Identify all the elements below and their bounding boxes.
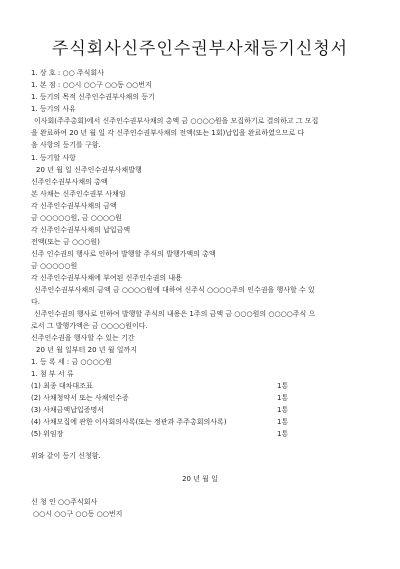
issue-date-line: 20 년 월 일 신주인수권부사채발행 — [36, 166, 142, 174]
attachment-count: 1통 — [277, 418, 289, 426]
attachment-count: 1통 — [277, 406, 289, 414]
company-name-line: 1. 상 호 : ○○ 주식회사 — [31, 69, 104, 77]
applicant-line: 신 청 인 ○○주식회사 — [31, 498, 98, 506]
right-exercise-line-2: 로서 그 발행가액은 금 ○○○○원이다. — [31, 322, 148, 330]
matters-heading: 1. 등기할 사항 — [31, 154, 76, 162]
reason-line-1: 이사회(주주총회)에서 신주인수권부사채의 총액 금 ○○○○원을 모집하기로 결의하고 그 모집 — [34, 117, 319, 125]
right-exercise-line-1: 신주인수권의 행사로 인하여 발행할 주식의 내용은 1주의 금액 금 ○○○원의 ○○○○주식 으 — [34, 310, 316, 318]
reason-heading: 1. 등기의 사유 — [31, 105, 76, 113]
right-content-line-1: 신주인수권부사채의 금액 금 ○○○○원에 대하여 신주식 ○○○○주의 인수권을 행사할 수 있 — [34, 286, 315, 294]
total-label: 신주인수권부사채의 총액 — [31, 178, 108, 186]
right-content-line-2: 다. — [31, 298, 40, 306]
payment-label: 각 신주인수권부사채의 납입금액 — [31, 226, 131, 234]
closing-statement: 위와 같이 등기 신청함. — [31, 452, 101, 460]
issue-total-value: 금 ○○○○○원 — [31, 262, 78, 270]
payment-value: 전액(또는 금 ○○○원) — [31, 238, 100, 246]
attachment-item: (1) 최종 대차대조표 — [31, 382, 93, 390]
attachment-item: (3) 사채금액납입증명서 — [31, 406, 104, 414]
issue-total-label: 신주 인수권의 행사로 인하여 발행할 주식의 발행가액의 총액 — [31, 250, 216, 258]
amount-each-label: 각 신주인수권부사채의 금액 — [31, 202, 117, 210]
reason-line-2: 을 완료하여 20 년 월 일 각 신주인수권부사채의 전액(또는 1회)납입을 완료하였으므로 다 — [31, 129, 305, 137]
amount-each-value: 금 ○○○○○원, 금 ○○○○원 — [31, 214, 122, 222]
attachment-count: 1통 — [277, 430, 289, 438]
type-line: 본 사채는 신주인수권부 사채임 — [31, 190, 126, 198]
period-value: 20 년 월 일부터 20 년 월 일까지 — [36, 346, 138, 354]
applicant-address: ○○시 ○○구 ○○동 ○○번지 — [33, 510, 123, 518]
application-date: 20 년 월 일 — [182, 475, 218, 483]
purpose-line: 1. 등기의 목적 신주인수권부사채의 등기 — [31, 93, 155, 101]
attachment-item: (5) 위임장 — [31, 430, 64, 438]
attachments-heading: 1. 첨 부 서 류 — [31, 370, 74, 378]
reason-line-3: 음 사항의 등기를 구함. — [31, 141, 101, 149]
attachment-item: (4) 사채모집에 관한 이사회의사록(또는 정관과 주주총회의사록) — [31, 418, 227, 426]
attachment-count: 1통 — [277, 394, 289, 402]
head-office-line: 1. 본 점 : ○○시 ○○구 ○○동 ○○번지 — [31, 81, 152, 89]
attachment-item: (2) 사채청약서 또는 사채인수증 — [31, 394, 129, 402]
right-content-label: 각 신주인수권부사채에 부여된 신주인수권의 내용 — [31, 274, 182, 282]
attachment-count: 1통 — [277, 382, 289, 390]
period-label: 신주인수권을 행사할 수 있는 기간 — [31, 334, 135, 342]
document-title: 주식회사신주인수권부사채등기신청서 — [51, 39, 349, 59]
tax-line: 1. 등 록 세 : 금 ○○○○원 — [31, 358, 112, 366]
